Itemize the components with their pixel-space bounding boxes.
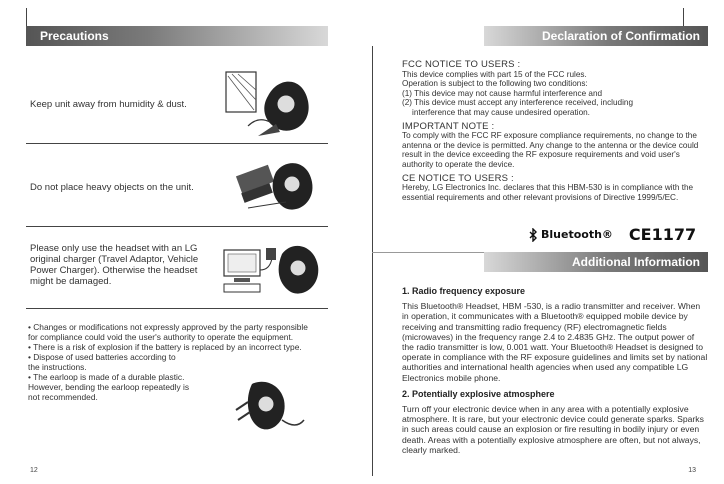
precaution-charger-text: Please only use the headset with an LG original charger (Travel Adaptor, Vehicle Power Charger). Otherwise the headset might be damaged. bbox=[30, 243, 199, 287]
section-title-rf: 1. Radio frequency exposure bbox=[402, 286, 526, 296]
bluetooth-icon bbox=[528, 228, 538, 242]
declaration-body bbox=[402, 60, 702, 206]
bullet-item: • Changes or modifications not expressly approved by the party responsible for compliance could void the user's authority to operate the equipment. bbox=[28, 322, 308, 342]
ce-notice-text: Hereby, LG Electronics Inc. declares that this HBM-530 is in compliance with the essential requirements and other relevant provisions of Directive 1999/5/EC. bbox=[402, 183, 694, 202]
page-edge-line bbox=[372, 46, 373, 476]
bullet-item: • There is a risk of explosion if the battery is replaced by an incorrect type. bbox=[28, 342, 302, 352]
ce-notice-title: CE NOTICE TO USERS : bbox=[402, 172, 514, 184]
declaration-header bbox=[484, 26, 708, 46]
important-note-title: IMPORTANT NOTE : bbox=[402, 120, 495, 132]
precautions-header bbox=[26, 26, 328, 46]
precautions-header-label: Precautions bbox=[40, 29, 109, 43]
humidity-illustration-icon bbox=[218, 66, 318, 140]
bluetooth-logo bbox=[528, 228, 613, 242]
heavy-object-illustration-icon bbox=[228, 154, 318, 218]
additional-info-body bbox=[402, 286, 708, 461]
crop-mark bbox=[26, 8, 27, 26]
certification-logos bbox=[528, 225, 696, 244]
bluetooth-logo-text: Bluetooth® bbox=[541, 228, 613, 241]
additional-info-header-label: Additional Information bbox=[572, 255, 700, 269]
divider bbox=[26, 226, 328, 227]
earloop-illustration-icon bbox=[226, 380, 310, 440]
important-note-text: To comply with the FCC RF exposure compliance requirements, no change to the antenna or the device is permitted. Any change to the antenna or the device could result in the device exceeding the RF exposure requirements and void user's authority to operate the device. bbox=[402, 131, 699, 169]
crop-mark bbox=[683, 8, 684, 26]
fcc-line: (2) This device must accept any interference received, including bbox=[402, 98, 634, 108]
precaution-humidity-text: Keep unit away from humidity & dust. bbox=[30, 99, 187, 110]
bullet-item: • The earloop is made of a durable plastic. However, bending the earloop repeatedly is not recommended. bbox=[28, 372, 190, 402]
fcc-line: Operation is subject to the following two conditions: bbox=[402, 79, 588, 89]
section-text-explosive: Turn off your electronic device when in any area with a potentially explosive atmosphere. It is rare, but your electronic device could generate sparks. Sparks in such areas could cause an explosion or fire resulting in bodily injury or even death. Areas with a potentially explosive atmosphere are often, but not always, clearly marked. bbox=[402, 404, 704, 455]
charger-illustration-icon bbox=[222, 240, 322, 306]
section-text-rf: This Bluetooth® Headset, HBM -530, is a radio transmitter and receiver. When in operation, it communicates with a Bluetooth® equipped mobile device by receiving and transmitting radio frequency (RF) electromagnetic fields (microwaves) in the frequency range 2.4 to 2.4835 GHz. The output power of the radio transmitter is low, 0.001 watt. Your Bluetooth® Headset is designed to operate in compliance with the RF exposure guidelines and limits set by national authorities and international health agencies when used any compatible LG Electronics mobile phone. bbox=[402, 301, 708, 383]
divider bbox=[26, 308, 328, 309]
additional-info-header bbox=[484, 252, 708, 272]
declaration-header-label: Declaration of Confirmation bbox=[541, 29, 700, 43]
bullet-item: • Dispose of used batteries according to the instructions. bbox=[28, 352, 176, 372]
page-number-left: 12 bbox=[30, 467, 38, 474]
divider bbox=[26, 143, 328, 144]
section-title-explosive: 2. Potentially explosive atmosphere bbox=[402, 388, 555, 399]
ce-mark: CE1177 bbox=[628, 225, 697, 244]
fcc-line: This device complies with part 15 of the FCC rules. bbox=[402, 69, 587, 79]
fcc-line: interference that may cause undesired operation. bbox=[412, 107, 590, 117]
page-number-right: 13 bbox=[688, 467, 696, 474]
precaution-heavy-objects-text: Do not place heavy objects on the unit. bbox=[30, 182, 194, 193]
fcc-line: (1) This device may not cause harmful interference and bbox=[402, 88, 603, 98]
fcc-notice-title: FCC NOTICE TO USERS : bbox=[402, 59, 521, 70]
